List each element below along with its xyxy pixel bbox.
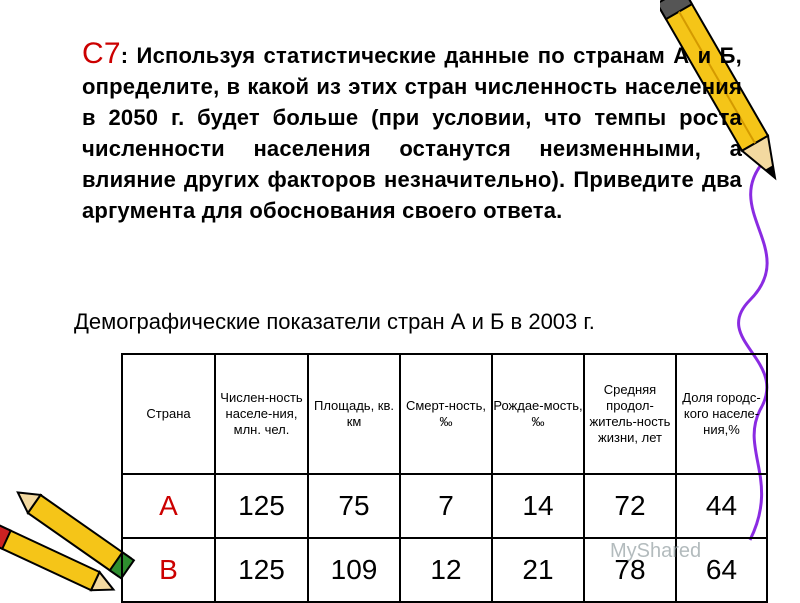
table-cell: 125 <box>215 538 308 602</box>
header-life-expectancy: Средняя продол-житель-ность жизни, лет <box>584 354 676 474</box>
task-body: : Используя статистические данные по странам А и Б, определите, в какой из этих стран численность населения в 2050 г. будет больше (при условии, что темпы роста численности населения останутся неизменными, а влияние других факторов незначительно). Приведите два аргумента для обоснования своего ответа. <box>82 43 742 223</box>
table-cell: 64 <box>676 538 767 602</box>
pencils-bottom-left-icon <box>0 480 140 600</box>
header-country: Страна <box>122 354 215 474</box>
table-row <box>122 474 767 538</box>
table-cell: 72 <box>584 474 676 538</box>
header-urban-share: Доля городс-кого населе-ния,% <box>676 354 767 474</box>
row-label: А <box>122 474 215 538</box>
task-text <box>82 38 742 226</box>
table-caption: Демографические показатели стран А и Б в 2003 г. <box>74 309 595 334</box>
task-code: С7 <box>82 37 121 70</box>
row-label: В <box>122 538 215 602</box>
watermark: MyShared <box>610 540 702 562</box>
table-cell: 125 <box>215 474 308 538</box>
header-mortality: Смерт-ность, ‰ <box>400 354 492 474</box>
demographics-table <box>121 353 768 603</box>
table-cell: 75 <box>308 474 400 538</box>
header-birth-rate: Рождае-мость, ‰ <box>492 354 584 474</box>
table-cell: 44 <box>676 474 767 538</box>
table-cell: 7 <box>400 474 492 538</box>
table-cell: 109 <box>308 538 400 602</box>
table-header-row <box>122 354 767 474</box>
header-population: Числен-ность населе-ния, млн. чел. <box>215 354 308 474</box>
table-cell: 21 <box>492 538 584 602</box>
table-cell: 78 <box>584 538 676 602</box>
table-cell: 14 <box>492 474 584 538</box>
header-area: Площадь, кв. км <box>308 354 400 474</box>
table-cell: 12 <box>400 538 492 602</box>
